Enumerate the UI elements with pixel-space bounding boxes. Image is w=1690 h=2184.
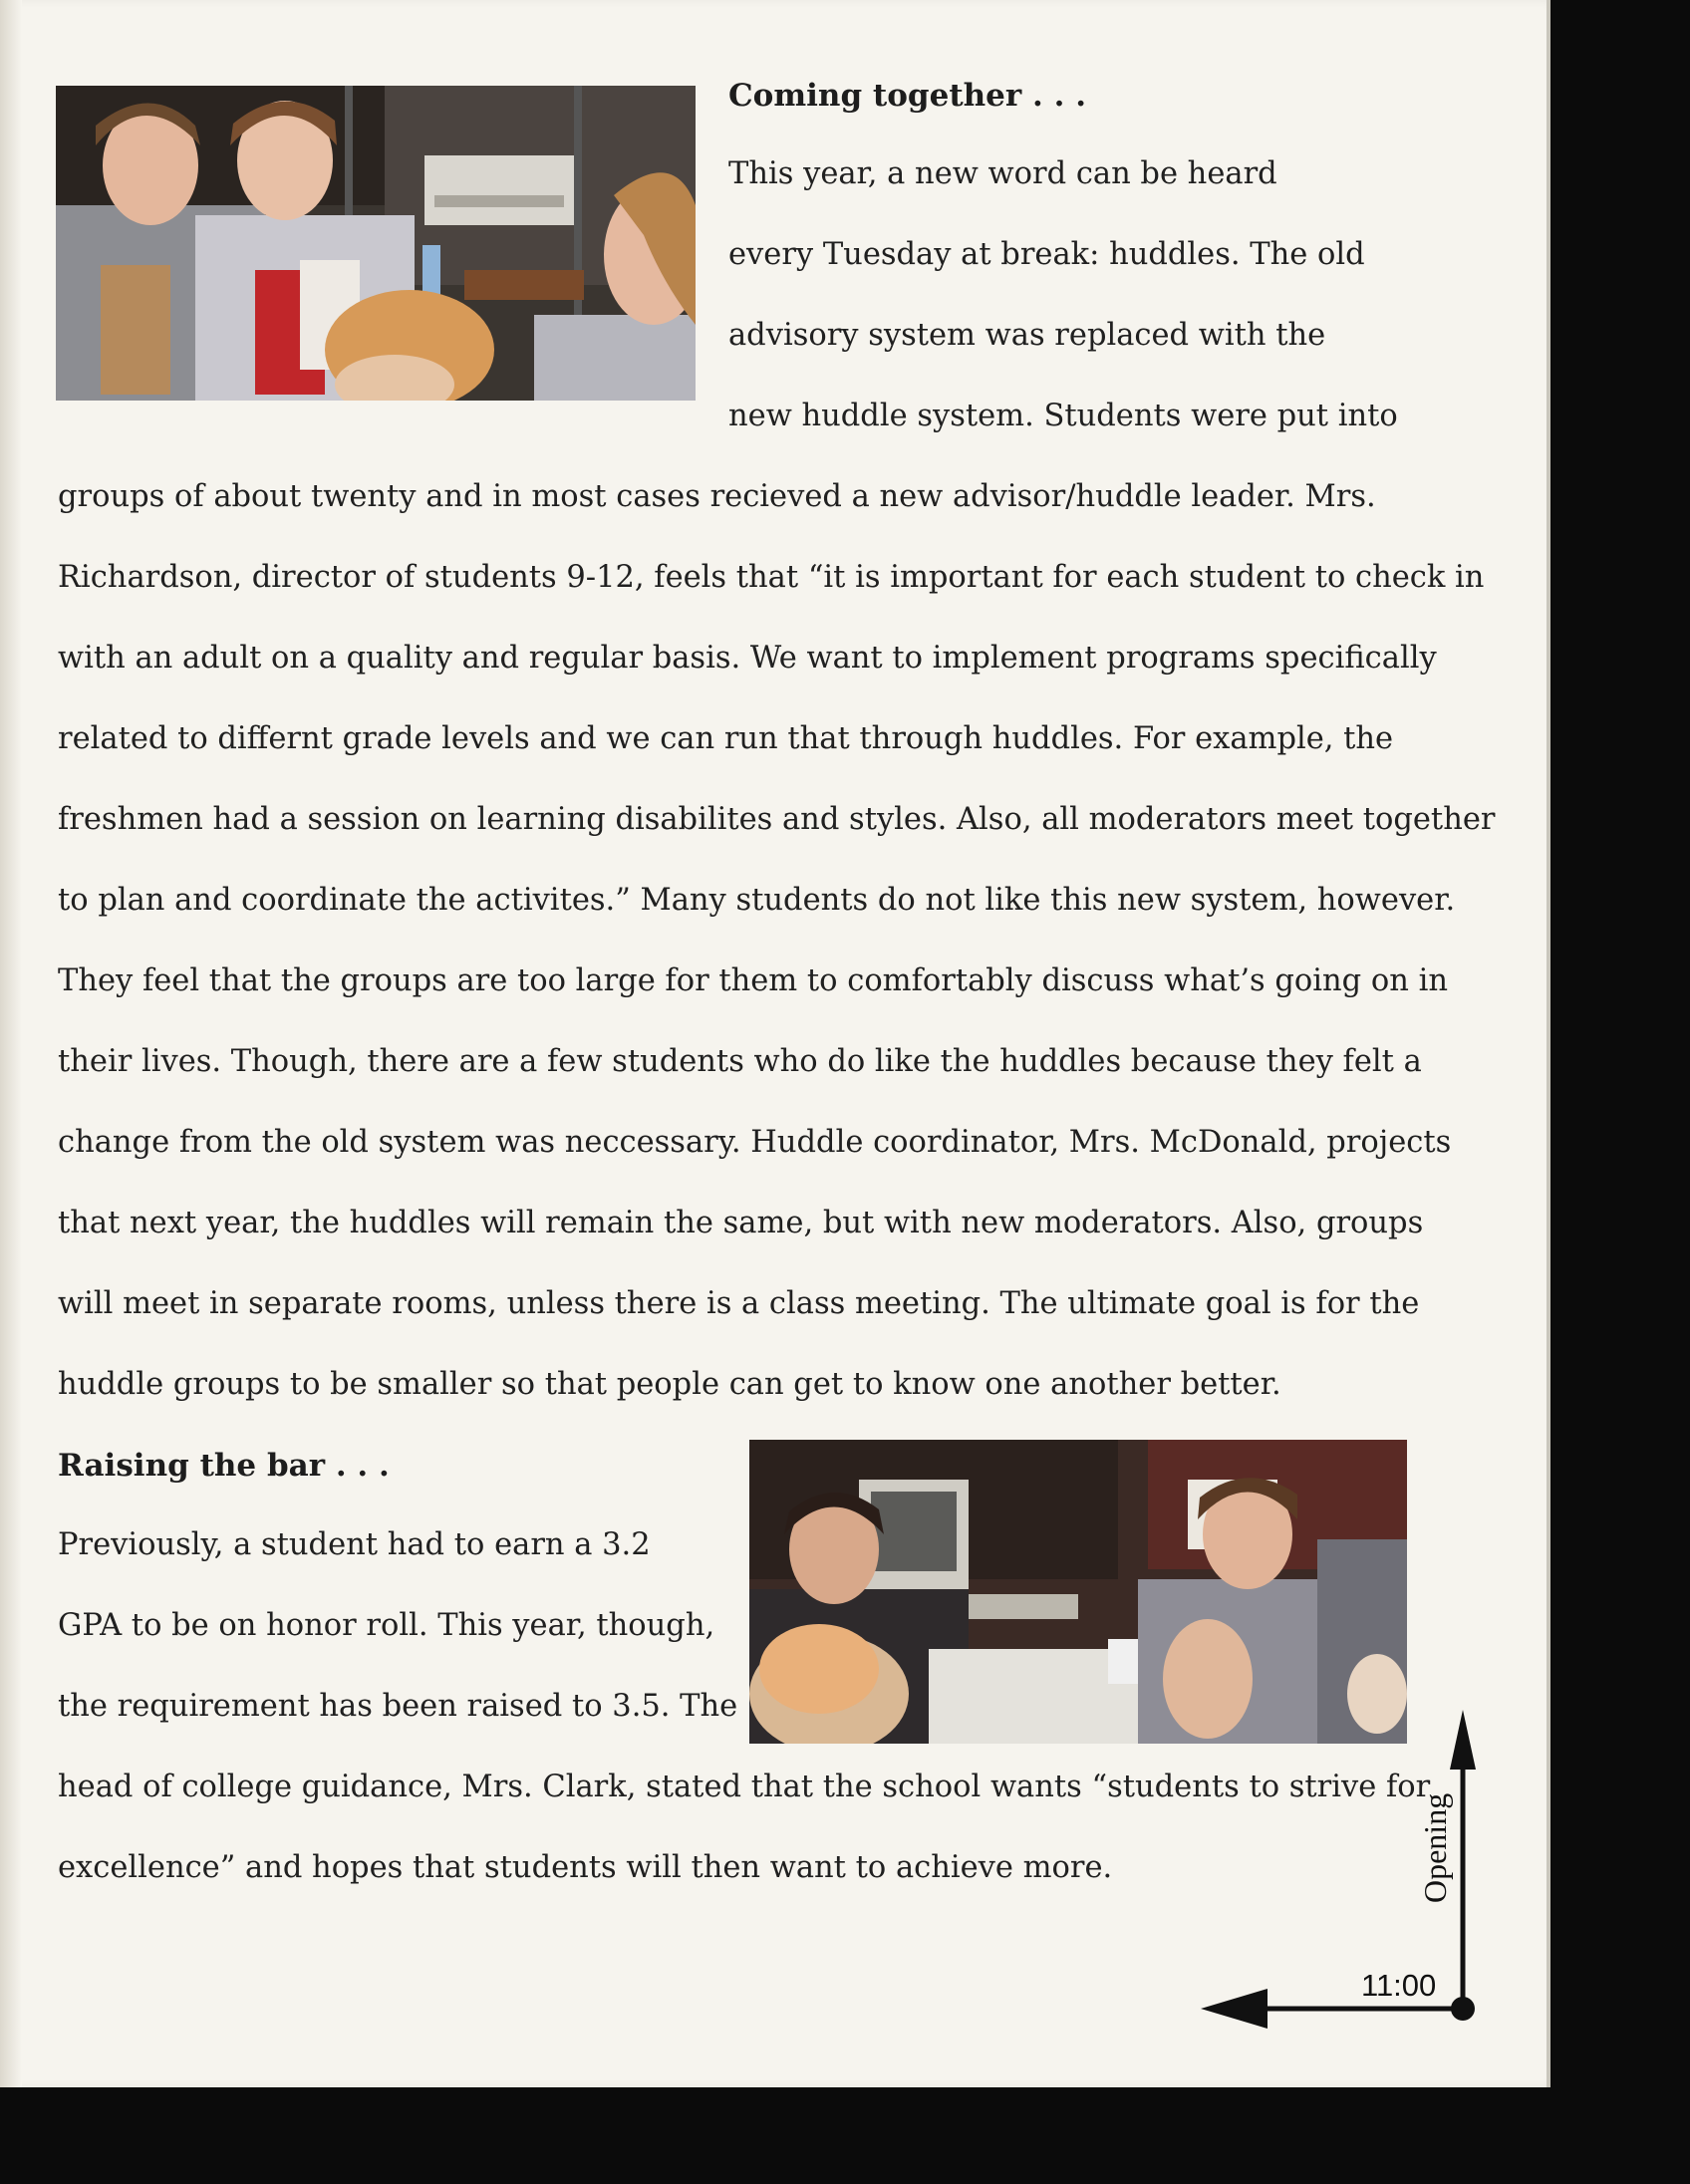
nav-dot-icon (1451, 1997, 1475, 2021)
text-line: groups of about twenty and in most cases recieved a new advisor/huddle leader. Mrs. (58, 479, 1376, 514)
text-line: that next year, the huddles will remain the same, but with new moderators. Also, groups (58, 1206, 1424, 1240)
text-line: They feel that the groups are too large for them to comfortably discuss what’s going on in (58, 963, 1448, 998)
text-line: their lives. Though, there are a few students who do like the huddles because they felt a (58, 1044, 1422, 1079)
text-line: Previously, a student had to earn a 3.2 (58, 1527, 651, 1562)
text-line: change from the old system was neccessary. Huddle coordinator, Mrs. McDonald, projects (58, 1125, 1452, 1160)
nav-time-label: 11:00 (1361, 1968, 1437, 2003)
text-line: Richardson, director of students 9-12, feels that “it is important for each student to check in (58, 560, 1485, 595)
text-line: freshmen had a session on learning disabilites and styles. Also, all moderators meet together (58, 802, 1496, 837)
text-line: huddle groups to be smaller so that people can get to know one another better. (58, 1367, 1281, 1402)
text-line: related to differnt grade levels and we can run that through huddles. For example, the (58, 721, 1394, 756)
text-line: advisory system was replaced with the (728, 318, 1326, 353)
text-line: with an adult on a quality and regular basis. We want to implement programs specifically (58, 641, 1437, 676)
section-heading-coming-together: Coming together . . . (728, 78, 1086, 114)
nav-section-label: Opening (1417, 1792, 1453, 1903)
text-line: the requirement has been raised to 3.5. The (58, 1689, 738, 1724)
text-line: will meet in separate rooms, unless there is a class meeting. The ultimate goal is for the (58, 1286, 1420, 1321)
text-line: to plan and coordinate the activites.” Many students do not like this new system, however. (58, 883, 1456, 918)
text-line: every Tuesday at break: huddles. The old (728, 237, 1365, 272)
article-text-raising-the-bar-wrapped (58, 1504, 737, 1747)
text-line: excellence” and hopes that students will then want to achieve more. (58, 1850, 1113, 1885)
text-line: head of college guidance, Mrs. Clark, stated that the school wants “students to strive for (58, 1770, 1431, 1804)
article-text-coming-together-wrapped (728, 134, 1398, 456)
text-line: new huddle system. Students were put into (728, 399, 1398, 433)
arrow-left-icon (1201, 1989, 1268, 2029)
text-line: GPA to be on honor roll. This year, though, (58, 1608, 715, 1643)
page-binding-edge (0, 0, 22, 2087)
page-right-edge (1547, 0, 1550, 2087)
photo-students-at-break (56, 86, 696, 401)
section-heading-raising-the-bar: Raising the bar . . . (58, 1448, 390, 1484)
article-text-coming-together-full (58, 456, 1495, 1425)
text-line: This year, a new word can be heard (728, 156, 1277, 191)
